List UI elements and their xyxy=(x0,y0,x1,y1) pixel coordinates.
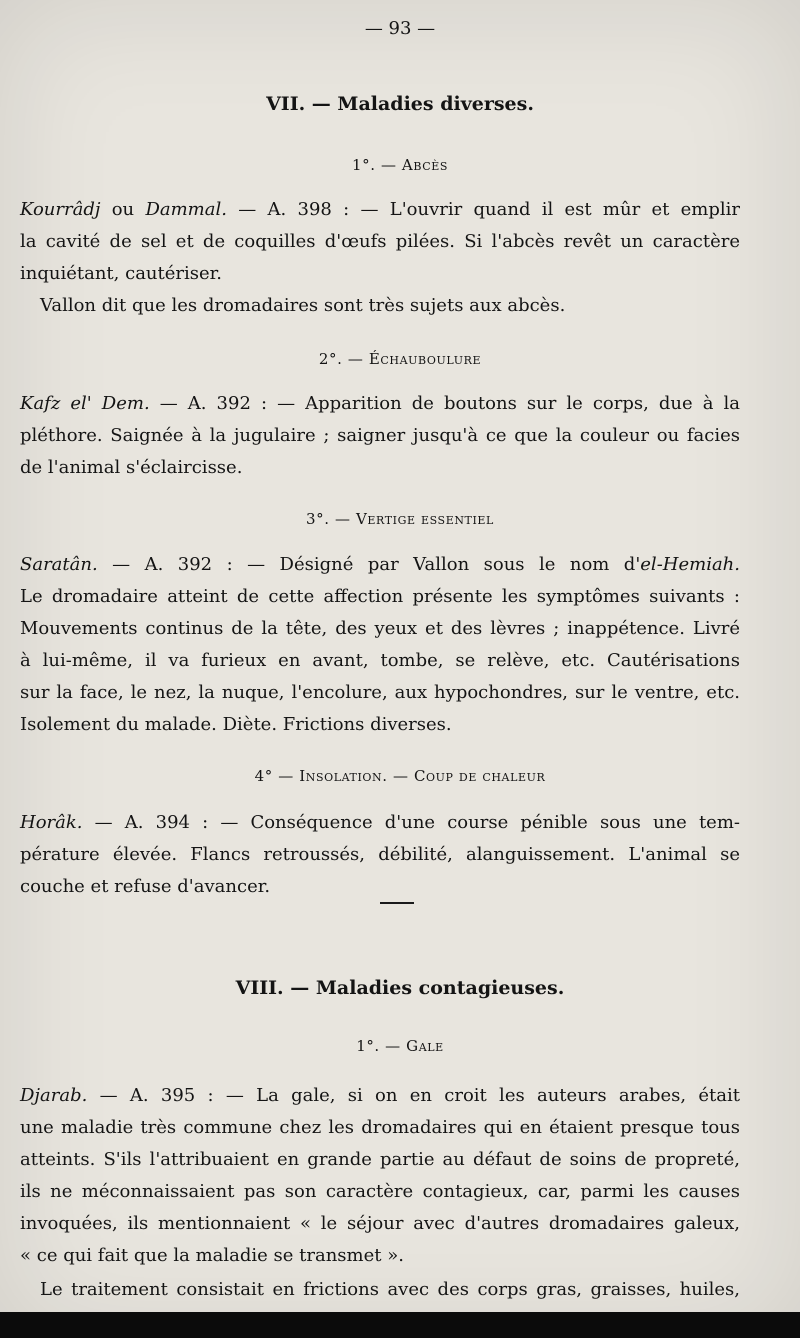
paragraph-line xyxy=(20,810,740,836)
paragraph-line: inquiétant, cautériser. xyxy=(20,263,222,284)
paragraph-line: pléthore. Saignée à la jugulaire ; saigner jusqu'à ce que la couleur ou facies xyxy=(20,425,740,446)
paragraph-line: ils ne méconnaissaient pas son caractère contagieux, car, parmi les causes xyxy=(20,1181,740,1202)
scan-bottom-edge xyxy=(0,1312,800,1338)
paragraph-text: — A. 398 : — L'ouvrir quand il est mûr et emplir xyxy=(226,199,741,220)
arabic-term: Djarab. xyxy=(20,1085,88,1106)
subsection-title-abces: 1°. — Abcès xyxy=(351,156,449,174)
subsection-title-echauboulure: 2°. — Échauboulure xyxy=(318,350,482,368)
arabic-term: Saratân. xyxy=(20,554,98,575)
paragraph-line: sur la face, le nez, la nuque, l'encolure, aux hypochondres, sur le ventre, etc. xyxy=(20,682,740,703)
paragraph-line: de l'animal s'éclaircisse. xyxy=(20,457,243,478)
paragraph-line xyxy=(20,552,740,578)
paragraph-line: atteints. S'ils l'attribuaient en grande partie au défaut de soins de propreté, xyxy=(20,1149,740,1170)
paragraph-line: Isolement du malade. Diète. Frictions diverses. xyxy=(20,714,452,735)
paragraph-line: couche et refuse d'avancer. xyxy=(20,876,271,897)
paragraph-line: la cavité de sel et de coquilles d'œufs pilées. Si l'abcès revêt un caractère xyxy=(20,231,740,252)
paragraph-line: Vallon dit que les dromadaires sont très sujets aux abcès. xyxy=(40,295,566,316)
subsection-title-vertige: 3°. — Vertige essentiel xyxy=(306,510,494,528)
paragraph-text: — A. 392 : — Apparition de boutons sur le corps, due à la xyxy=(149,393,740,414)
paragraph-line xyxy=(20,1083,740,1109)
section-heading-viii: VIII. — Maladies contagieuses. xyxy=(235,977,565,999)
arabic-term: Dammal. xyxy=(145,199,227,220)
page-number: — 93 — xyxy=(364,18,436,39)
paragraph-text: — A. 395 : — La gale, si on en croit les auteurs arabes, était xyxy=(87,1085,740,1106)
paragraph-line: invoquées, ils mentionnaient « le séjour avec d'autres dromadaires galeux, xyxy=(20,1213,740,1234)
arabic-term: Kafz el' Dem. xyxy=(20,393,150,414)
subsection-title-gale: 1°. — Gale xyxy=(356,1037,444,1055)
paragraph-line: pérature élevée. Flancs retroussés, débilité, alanguissement. L'animal se xyxy=(20,844,740,865)
paragraph-line xyxy=(20,391,740,417)
section-divider xyxy=(380,902,414,904)
paragraph-line xyxy=(20,197,740,223)
arabic-term: Kourrâdj xyxy=(20,199,101,220)
arabic-term: el-Hemiah. xyxy=(640,554,740,575)
section-heading-vii: VII. — Maladies diverses. xyxy=(266,93,534,115)
paragraph-text: — A. 392 : — Désigné par Vallon sous le nom d' xyxy=(97,554,641,575)
paragraph-line: à lui-même, il va furieux en avant, tombe, se relève, etc. Cautérisations xyxy=(20,650,740,671)
subsection-title-insolation: 4° — Insolation. — Coup de chaleur xyxy=(254,767,546,785)
paragraph-line: « ce qui fait que la maladie se transmet ». xyxy=(20,1245,404,1266)
paragraph-line: Le traitement consistait en frictions avec des corps gras, graisses, huiles, xyxy=(40,1279,740,1300)
paragraph-line: une maladie très commune chez les dromadaires qui en étaient presque tous xyxy=(20,1117,740,1138)
paragraph-line: Mouvements continus de la tête, des yeux et des lèvres ; inappétence. Livré xyxy=(20,618,740,639)
arabic-term: Horâk. xyxy=(20,812,83,833)
connector-text: ou xyxy=(100,199,146,220)
paragraph-text: — A. 394 : — Conséquence d'une course pénible sous une tem- xyxy=(82,812,740,833)
paragraph-line: Le dromadaire atteint de cette affection présente les symptômes suivants : xyxy=(20,586,740,607)
